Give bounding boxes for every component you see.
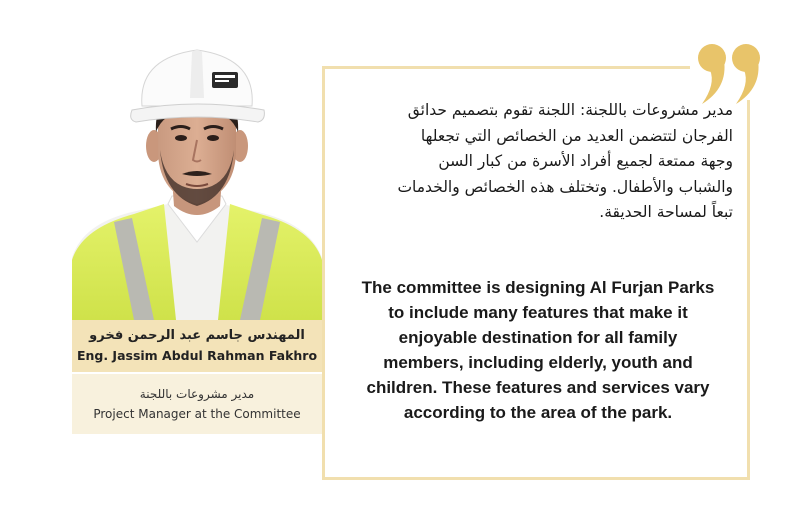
name-plate [72,320,322,372]
quote-text-arabic: مدير مشروعات باللجنة: اللجنة تقوم بتصميم حدائق الفرجان لتتضمن العديد من الخصائص التي تجعلها وجهة ممتعة لجميع أفراد الأسرة من كبار السن والشباب والأطفال. وتختلف هذه الخصائص والخدمات تبعاً لمساحة الحديقة. [397,101,733,221]
closing-quote-icon [696,40,766,106]
quote-text-english: The committee is designing Al Furjan Parks to include many features that make it enjoyable destination for all family members, including elderly, youth and children. These features and services vary according to the area of the park. [361,278,715,422]
person-name-arabic: المهندس جاسم عبد الرحمن فخرو [89,328,305,343]
title-plate [72,374,322,434]
portrait-photo [72,28,322,320]
job-title-arabic: مدير مشروعات باللجنة [139,387,255,401]
job-title-english: Project Manager at the Committee [93,407,301,421]
person-name-english: Eng. Jassim Abdul Rahman Fakhro [76,348,318,363]
